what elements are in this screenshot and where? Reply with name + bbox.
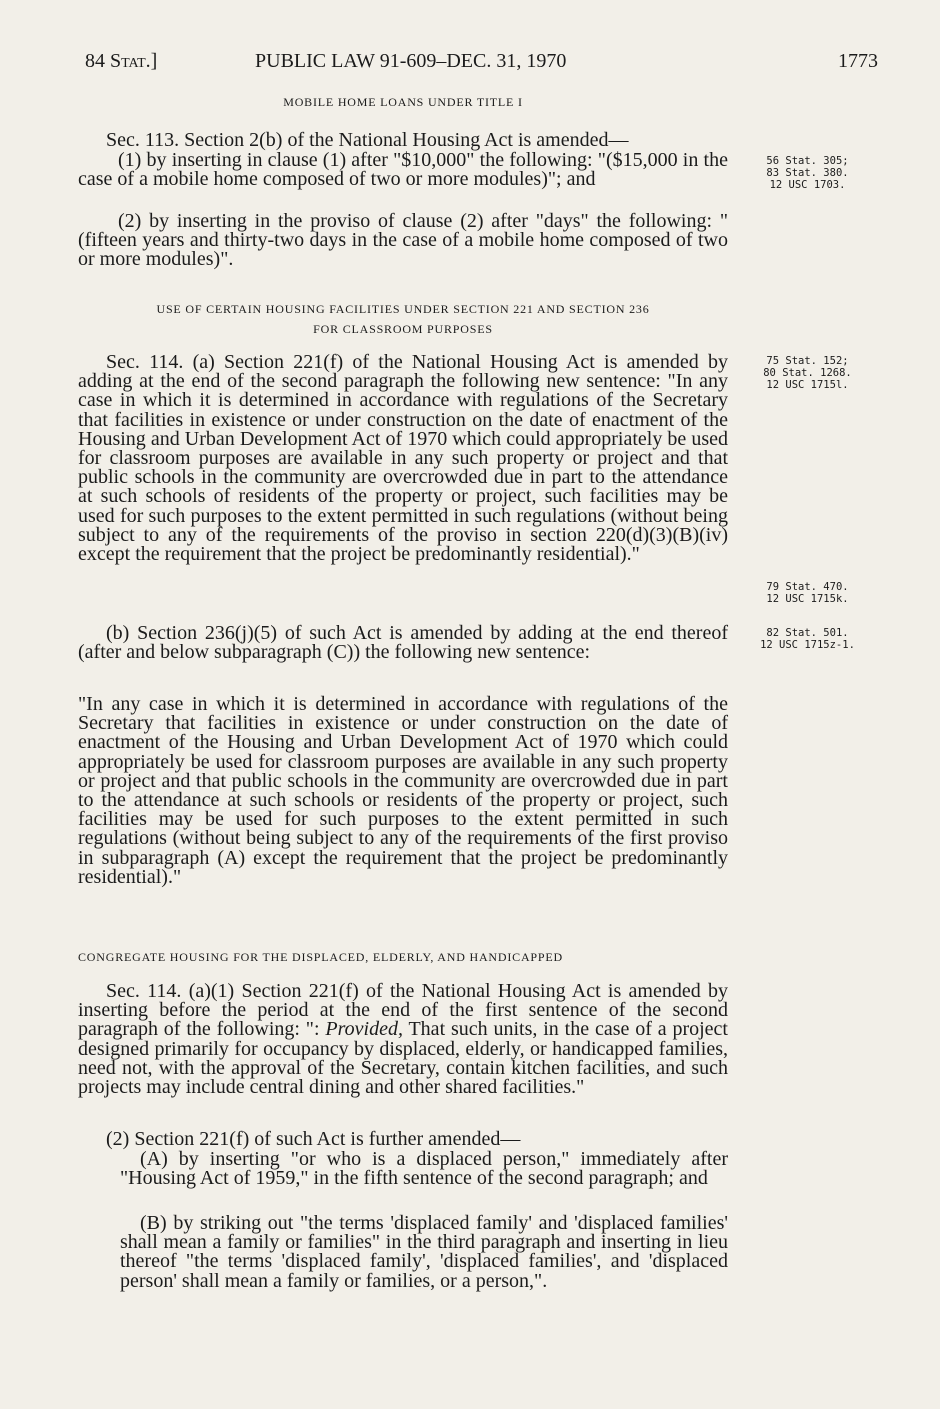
section-heading-mobile-home: MOBILE HOME LOANS UNDER TITLE I bbox=[283, 95, 523, 109]
margin-note-3 bbox=[740, 581, 875, 605]
margin-note-line: 56 Stat. 305; bbox=[766, 155, 849, 167]
header-page-number: 1773 bbox=[838, 50, 878, 72]
heading-line: USE OF CERTAIN HOUSING FACILITIES UNDER SECTION 221 AND SECTION 236 bbox=[156, 302, 650, 316]
section-heading-congregate: CONGREGATE HOUSING FOR THE DISPLACED, ELDERLY, AND HANDICAPPED bbox=[78, 950, 563, 964]
paragraph-sec-114a: Sec. 114. (a) Section 221(f) of the National Housing Act is amended by adding at the end of the second paragraph the following new sentence: "In any case in which it is determined in accordance with regulations of the Secretary that facilities in existence or under construction on the date of enactment of the Housing and Urban Development Act of 1970 which could appropriately be used for classroom purposes are available in any such property or project and that public schools in the community are overcrowded due in part to the attendance at such schools of residents of the property or project, such facilities may be used for such purposes to the extent permitted in such regulations (without being subject to any of the requirements of the proviso in section 220(d)(3)(B)(iv) except the requirement that the project be predominantly residential)." bbox=[78, 351, 728, 566]
paragraph-quoted-sentence: "In any case in which it is determined in accordance with regulations of the Secretary that facilities in existence or under construction on the date of enactment of the Housing and Urban Development Act of 1970 which could appropriately be used for classroom purposes are available in any such property or project and that public schools in the community are overcrowded due in part to the attendance at such schools or residents of the property or project, such facilities may be used for such purposes to the extent permitted in such regulations (without being subject to any of the requirements of the first proviso in subparagraph (A) except the requirement that the project be predominantly residential)." bbox=[78, 693, 728, 888]
margin-note-line: 12 USC 1715z-1. bbox=[760, 639, 855, 651]
section-heading-classroom bbox=[78, 299, 728, 339]
margin-note-line: 82 Stat. 501. bbox=[766, 627, 849, 639]
paragraph-sec-114a1 bbox=[78, 982, 728, 1097]
margin-note-line: 12 USC 1715l. bbox=[766, 379, 849, 391]
provided-italic: Provided, bbox=[325, 1018, 403, 1041]
header-law-title: PUBLIC LAW 91-609–DEC. 31, 1970 bbox=[255, 50, 567, 72]
paragraph-sec-114a2: (2) Section 221(f) of such Act is further amended— bbox=[106, 1128, 521, 1150]
paragraph-text: Sec. 114. (a)(1) Section 221(f) of the National Housing Act is amended by inserting before the period at the end of the first sentence of the second paragraph of the following: ": bbox=[78, 980, 728, 1041]
paragraph-sec-113: Sec. 113. Section 2(b) of the National Housing Act is amended— bbox=[106, 129, 629, 151]
heading-line: FOR CLASSROOM PURPOSES bbox=[313, 322, 493, 336]
margin-note-1 bbox=[740, 155, 875, 191]
header-volume: 84 Stat.] bbox=[85, 50, 158, 72]
margin-note-2 bbox=[740, 355, 875, 391]
margin-note-line: 79 Stat. 470. bbox=[766, 581, 849, 593]
margin-note-line: 80 Stat. 1268. bbox=[763, 367, 852, 379]
paragraph-clause-2: (2) by inserting in the proviso of clause (2) after "days" the following: "(fifteen years and thirty-two days in the case of a mobile home composed of two or more modules)". bbox=[78, 210, 728, 271]
paragraph-text: That such units, in the case of a project designed primarily for occupancy by displaced, elderly, or handicapped families, need not, with the approval of the Secretary, contain kitchen facilities, and such projects may include central dining and other shared facilities." bbox=[78, 1018, 728, 1099]
margin-note-4 bbox=[740, 627, 875, 651]
paragraph-clause-1: (1) by inserting in clause (1) after "$10,000" the following: "($15,000 in the case of a mobile home composed of two or more modules)"; and bbox=[78, 149, 728, 191]
paragraph-clause-A: (A) by inserting "or who is a displaced person," immediately after "Housing Act of 1959," in the fifth sentence of the second paragraph; and bbox=[120, 1148, 728, 1190]
margin-note-line: 75 Stat. 152; bbox=[766, 355, 849, 367]
margin-note-line: 12 USC 1715k. bbox=[766, 593, 849, 605]
margin-note-line: 12 USC 1703. bbox=[769, 179, 846, 191]
margin-note-line: 83 Stat. 380. bbox=[766, 167, 849, 179]
paragraph-sec-114b: (b) Section 236(j)(5) of such Act is amended by adding at the end thereof (after and below subparagraph (C)) the following new sentence: bbox=[78, 622, 728, 664]
paragraph-clause-B: (B) by striking out "the terms 'displaced family' and 'displaced families' shall mean a family or families" in the third paragraph and inserting in lieu thereof "the terms 'displaced family', 'displaced families', and 'displaced person' shall mean a family or families, or a person,". bbox=[120, 1212, 728, 1292]
